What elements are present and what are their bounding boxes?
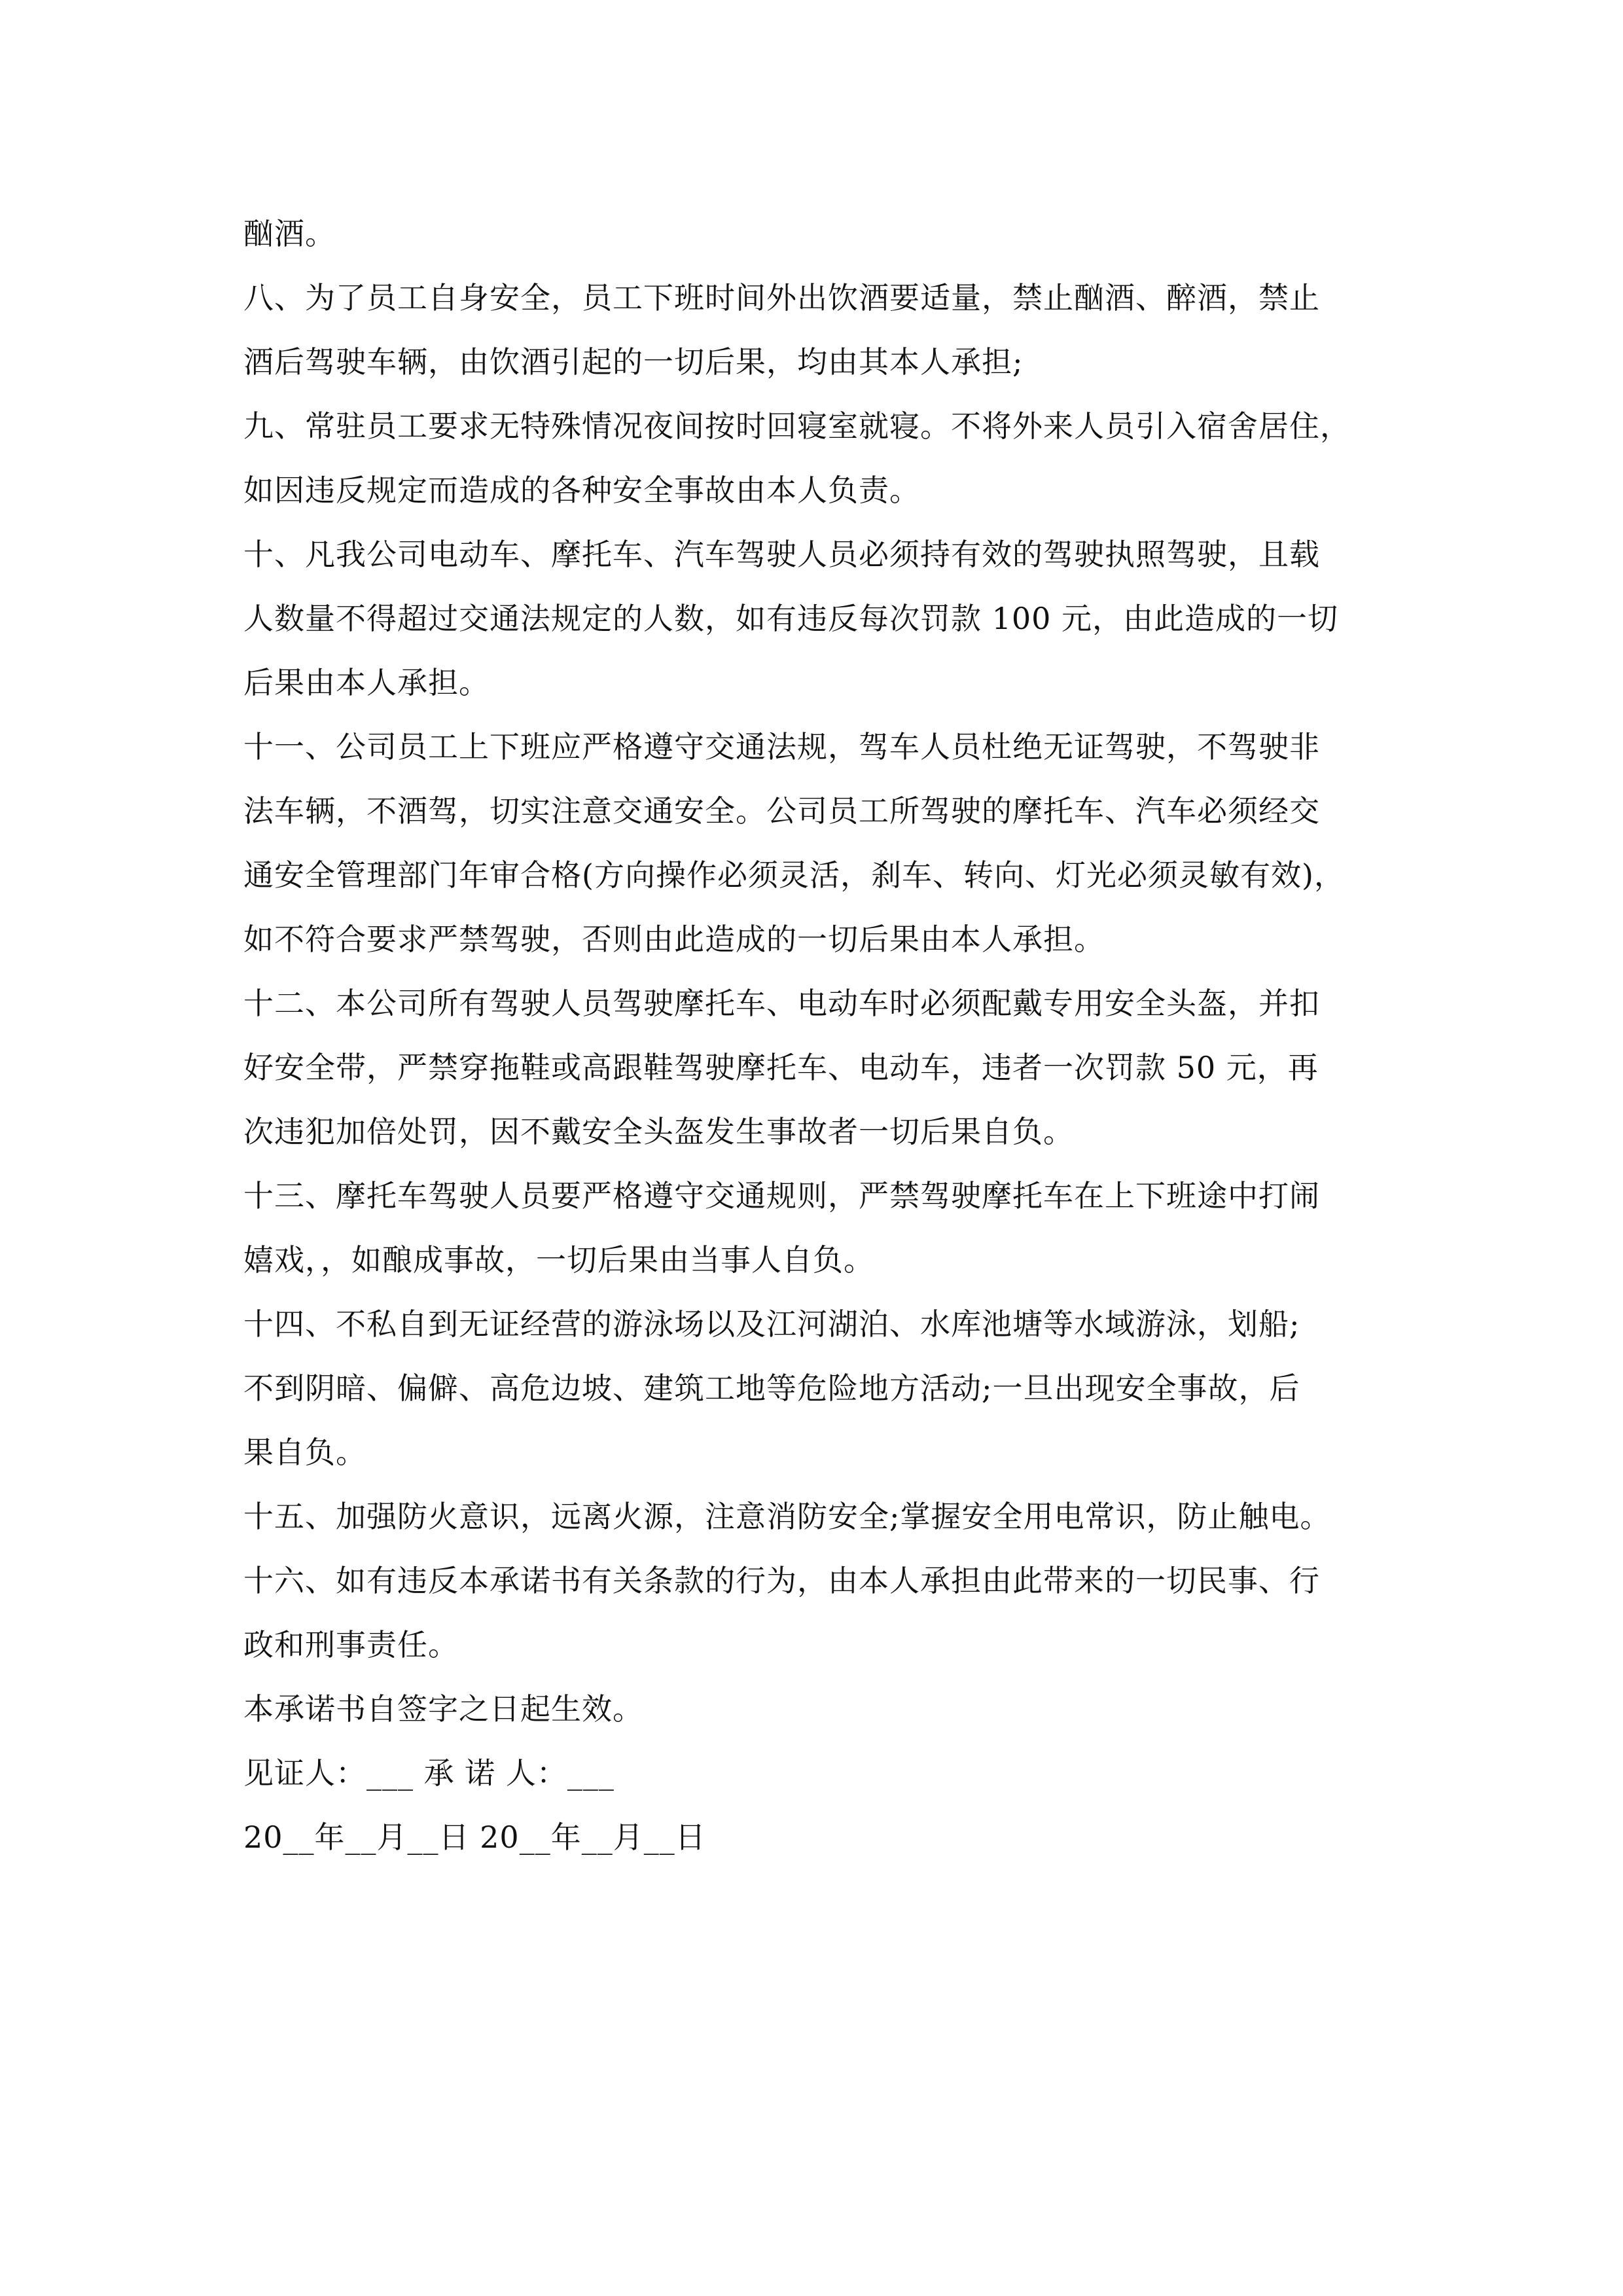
- text-line: 十四、不私自到无证经营的游泳场以及江河湖泊、水库池塘等水域游泳，划船;: [243, 1306, 1300, 1342]
- text-line: 人数量不得超过交通法规定的人数，如有违反每次罚款 100 元，由此造成的一切: [243, 601, 1339, 636]
- document-body: [243, 202, 1389, 1869]
- text-line: 十六、如有违反本承诺书有关条款的行为，由本人承担由此带来的一切民事、行: [243, 1563, 1320, 1598]
- text-line: 政和刑事责任。: [243, 1627, 459, 1662]
- text-line: 嬉戏，，如酿成事故，一切后果由当事人自负。: [243, 1242, 874, 1278]
- signature-line: 见证人：___ 承 诺 人：___: [243, 1755, 615, 1791]
- date-line: 20__年__月__日 20__年__月__日: [243, 1820, 706, 1855]
- text-line: 十一、公司员工上下班应严格遵守交通法规，驾车人员杜绝无证驾驶，不驾驶非: [243, 729, 1320, 764]
- text-line: 酒后驾驶车辆，由饮酒引起的一切后果，均由其本人承担;: [243, 344, 1024, 380]
- text-line: 十、凡我公司电动车、摩托车、汽车驾驶人员必须持有效的驾驶执照驾驶，且载: [243, 537, 1320, 572]
- text-line: 不到阴暗、偏僻、高危边坡、建筑工地等危险地方活动;一旦出现安全事故，后: [243, 1371, 1300, 1406]
- text-line: 通安全管理部门年审合格(方向操作必须灵活，刹车、转向、灯光必须灵敏有效)，: [243, 857, 1345, 893]
- text-line: 九、常驻员工要求无特殊情况夜间按时回寝室就寝。不将外来人员引入宿舍居住，: [243, 408, 1351, 444]
- text-line: 十三、摩托车驾驶人员要严格遵守交通规则，严禁驾驶摩托车在上下班途中打闹: [243, 1178, 1320, 1213]
- text-line: 后果由本人承担。: [243, 665, 490, 700]
- text-line: 如不符合要求严禁驾驶，否则由此造成的一切后果由本人承担。: [243, 922, 1105, 957]
- text-line: 好安全带，严禁穿拖鞋或高跟鞋驾驶摩托车、电动车，违者一次罚款 50 元，再: [243, 1050, 1319, 1085]
- text-line: 十二、本公司所有驾驶人员驾驶摩托车、电动车时必须配戴专用安全头盔，并扣: [243, 986, 1320, 1021]
- text-line: 酗酒。: [243, 216, 336, 251]
- text-line: 十五、加强防火意识，远离火源，注意消防安全;掌握安全用电常识，防止触电。: [243, 1499, 1331, 1534]
- text-line: 法车辆，不酒驾，切实注意交通安全。公司员工所驾驶的摩托车、汽车必须经交: [243, 793, 1320, 829]
- text-line: 八、为了员工自身安全，员工下班时间外出饮酒要适量，禁止酗酒、醉酒，禁止: [243, 280, 1320, 315]
- text-line: 果自负。: [243, 1435, 366, 1470]
- text-line: 如因违反规定而造成的各种安全事故由本人负责。: [243, 473, 920, 508]
- text-line: 次违犯加倍处罚，因不戴安全头盔发生事故者一切后果自负。: [243, 1114, 1074, 1149]
- text-line: 本承诺书自签字之日起生效。: [243, 1691, 643, 1727]
